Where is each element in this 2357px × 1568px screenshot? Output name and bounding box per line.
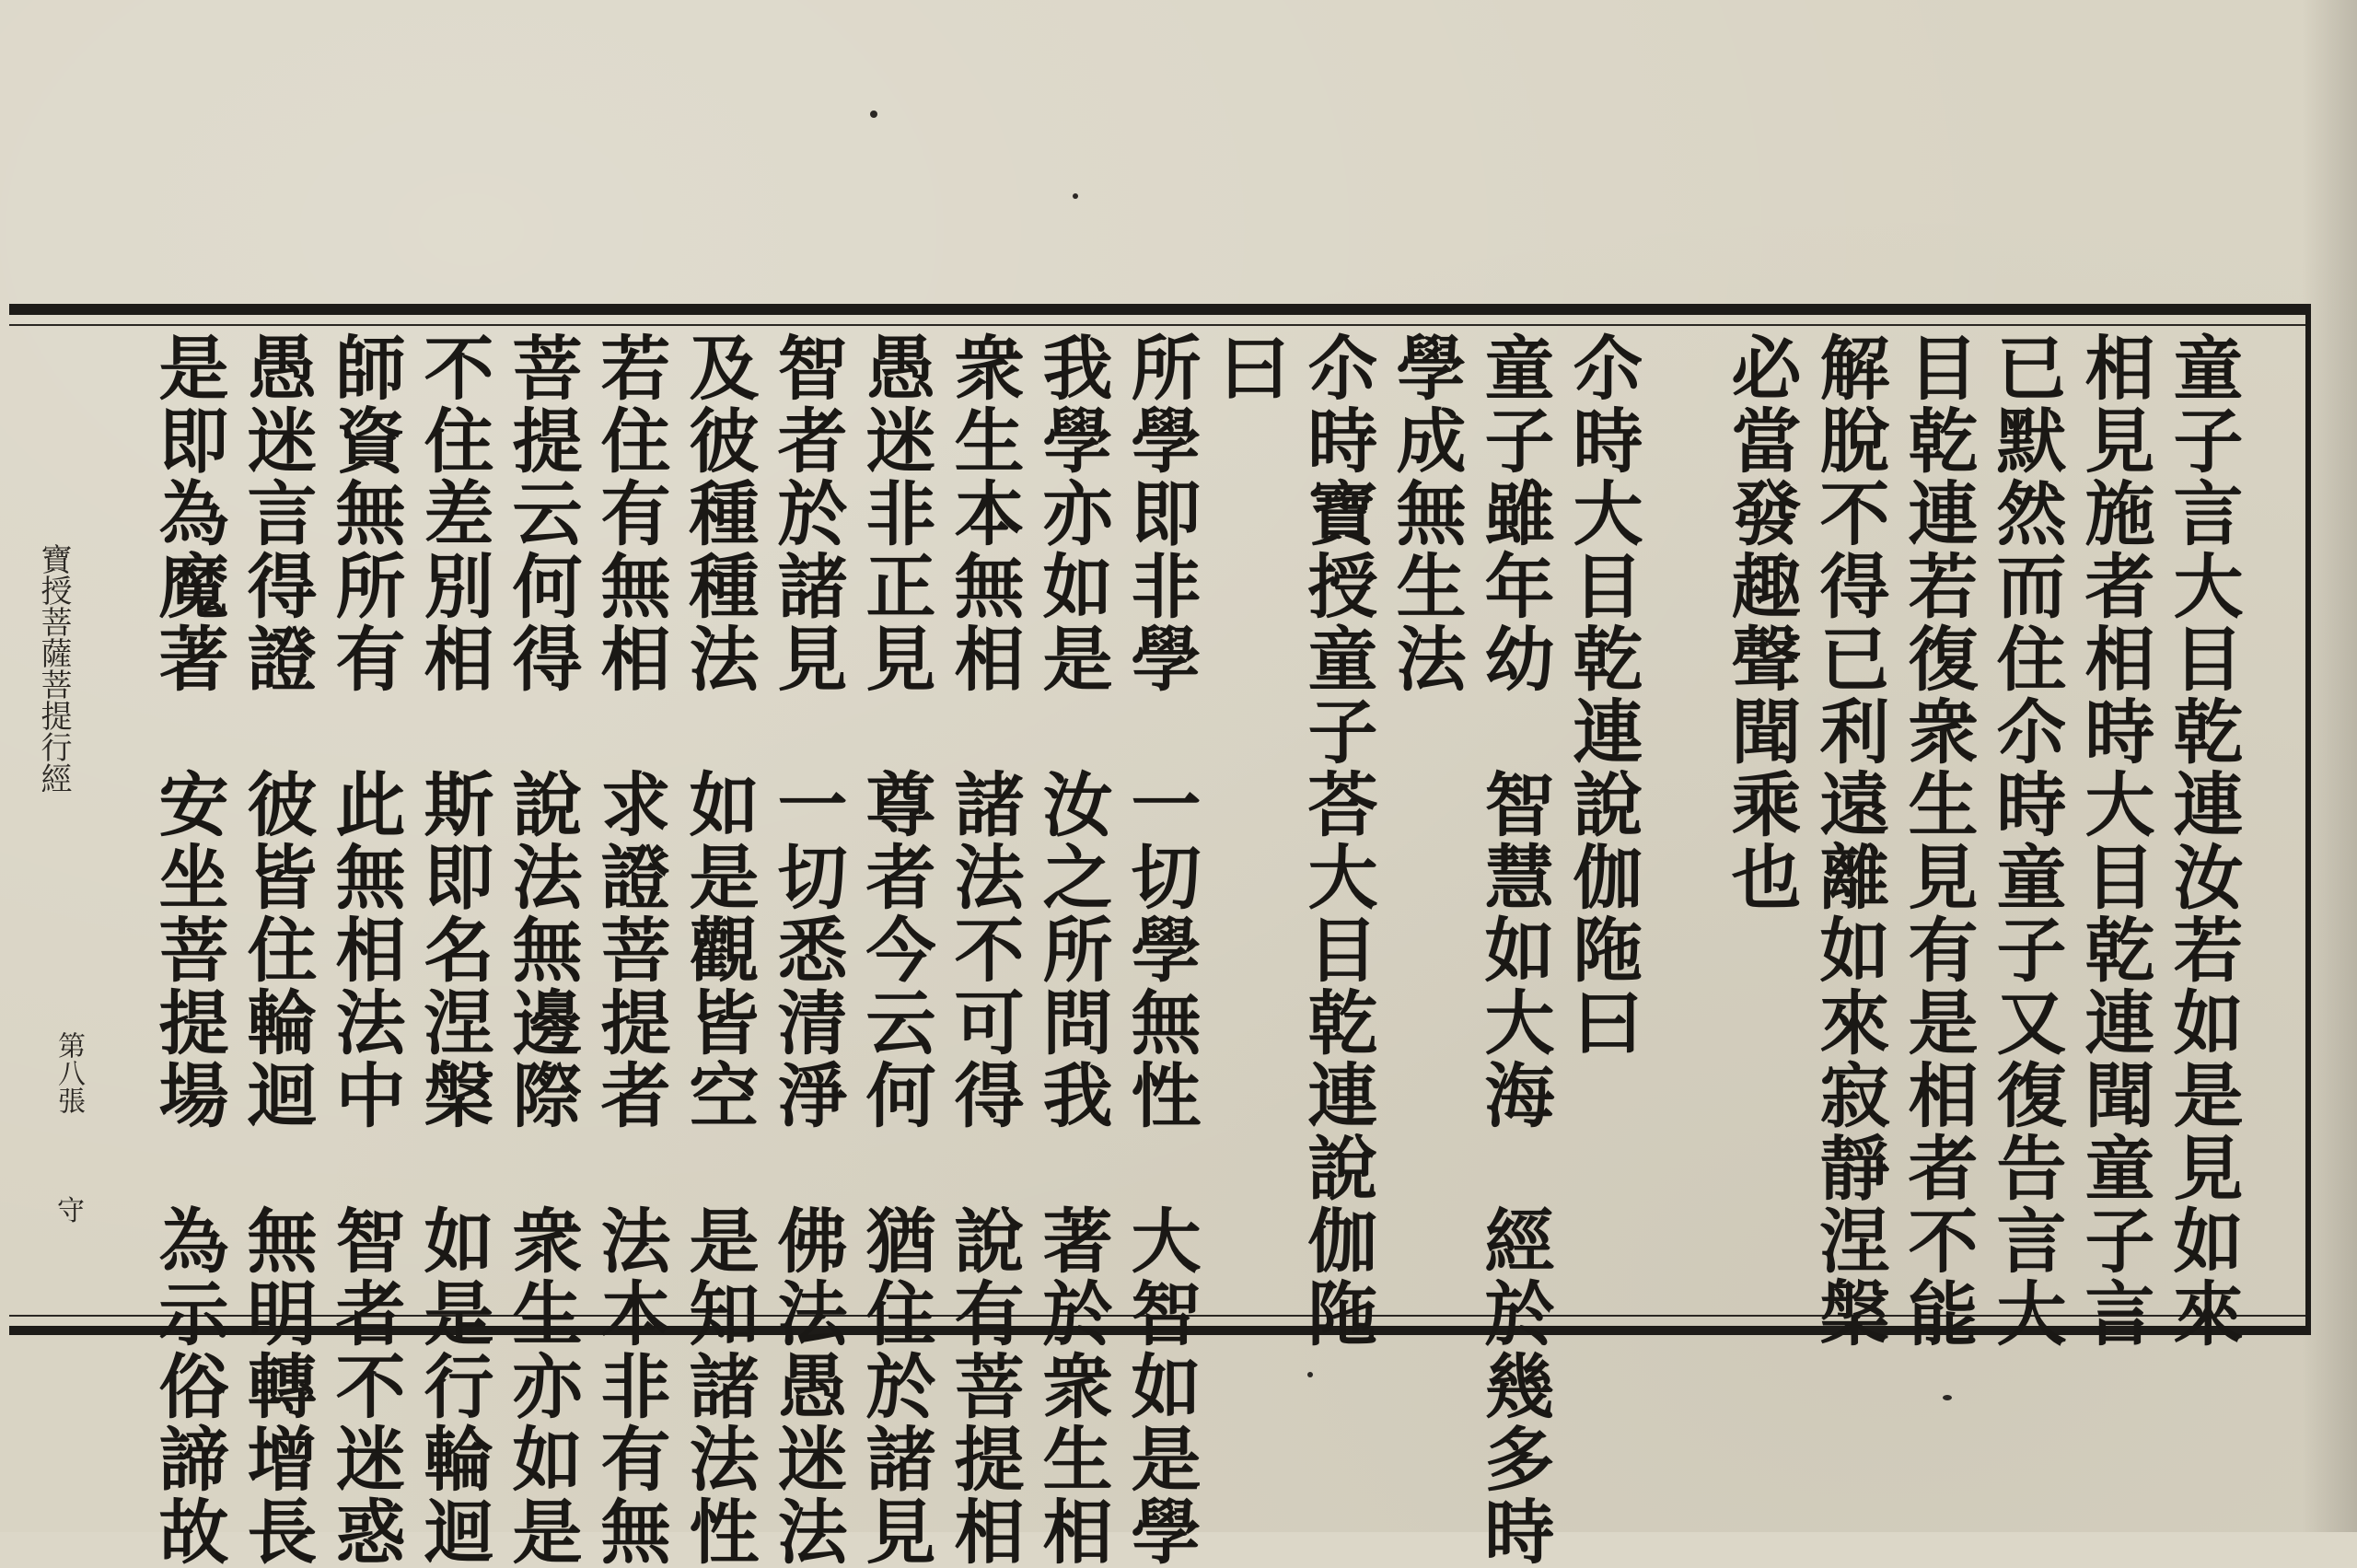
text-column: 已默然而住尒時童子又復告言大: [1985, 331, 2067, 1350]
text-column: 曰: [1208, 331, 1290, 404]
text-column: 愚迷言得證 彼皆住輪迴 無明轉增長: [236, 331, 318, 1568]
margin-mark: 守: [57, 1195, 85, 1227]
text-column: 童子雖年幼 智慧如大海 經於幾多時: [1473, 331, 1555, 1568]
text-column: 衆生本無相 諸法不可得 說有菩提相: [943, 331, 1025, 1568]
margin-sutra-title: 寶授菩薩菩提行經: [35, 543, 72, 794]
text-column: 尒時寶授童子荅大目乾連說伽陁: [1296, 331, 1378, 1350]
ink-speck: [1307, 1372, 1313, 1377]
text-column: 智者於諸見 一切悉清淨 佛法愚迷法: [766, 331, 848, 1568]
text-column: 所學即非學 一切學無性 大智如是學: [1120, 331, 1202, 1568]
ink-speck: [1073, 193, 1078, 199]
ink-speck: [1943, 1395, 1952, 1400]
text-column: 必當發趣聲聞乘也: [1720, 331, 1802, 913]
text-column: 師資無所有 此無相法中 智者不迷惑: [324, 331, 406, 1568]
text-column: 若住有無相 求證菩提者 法本非有無: [589, 331, 671, 1568]
text-column: 菩提云何得 說法無邊際 衆生亦如是: [501, 331, 583, 1568]
text-column: 尒時大目乾連說伽陁曰: [1562, 331, 1643, 1059]
text-column: 相見施者相時大目乾連聞童子言: [2073, 331, 2155, 1350]
text-column: 是即為魔著 安坐菩提場 為示俗諦故: [147, 331, 229, 1568]
text-column: 解脫不得已利遠離如來寂靜涅槃: [1808, 331, 1890, 1350]
ink-speck: [870, 110, 877, 118]
text-column: 目乾連若復衆生見有是相者不能: [1897, 331, 1979, 1350]
text-column: 及彼種種法 如是觀皆空 是知諸法性: [678, 331, 760, 1568]
text-column: 不住差別相 斯即名涅槃 如是行輪迴: [412, 331, 494, 1568]
text-column: 愚迷非正見 尊者今云何 猶住於諸見: [854, 331, 936, 1568]
text-column: 學成無生法: [1385, 331, 1467, 695]
text-column: 童子言大目乾連汝若如是見如來: [2162, 331, 2244, 1350]
text-column: 我學亦如是 汝之所問我 著於衆生相: [1031, 331, 1113, 1568]
margin-page-number: 第八張: [52, 1031, 85, 1114]
